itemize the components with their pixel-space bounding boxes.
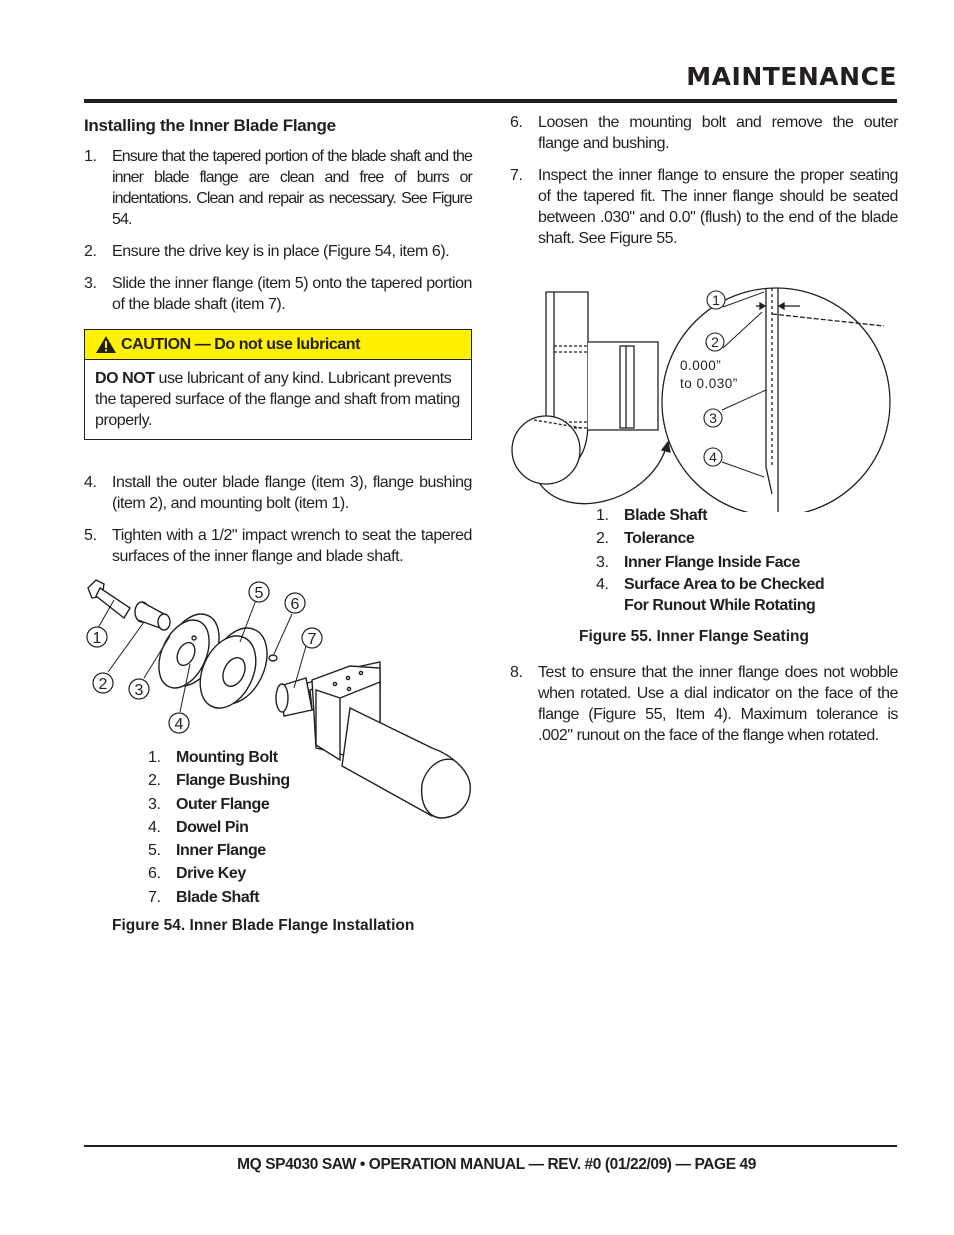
step-text: Slide the inner flange (item 5) onto the tapered portion of the blade shaft (item 7). [112, 275, 472, 313]
part-row [596, 504, 824, 527]
left-column [84, 112, 472, 578]
callout-5: 5 [254, 585, 264, 602]
footer-rule [84, 1145, 897, 1147]
step-number: 6. [510, 114, 523, 131]
part-row [596, 574, 824, 616]
step-4 [84, 472, 472, 514]
step-number: 2. [84, 243, 97, 260]
part-label: Inner Flange [176, 842, 266, 860]
page-footer: MQ SP4030 SAW • OPERATION MANUAL — REV. #0 (01/22/09) — PAGE 49 [237, 1156, 756, 1173]
step-7 [510, 165, 898, 249]
part-row [148, 816, 290, 839]
callout-2: 2 [711, 334, 719, 350]
step-1 [84, 146, 472, 230]
caution-header [85, 330, 471, 360]
caution-emphasis: DO NOT [95, 370, 155, 387]
page-title: MAINTENANCE [686, 62, 897, 91]
part-row [596, 527, 824, 550]
figure-54-parts-list [148, 746, 290, 909]
step-number: 4. [84, 474, 97, 491]
part-number: 6. [148, 865, 161, 883]
part-label: Blade Shaft [176, 888, 260, 906]
tolerance-min: 0.000” [680, 358, 722, 373]
part-label: Drive Key [176, 865, 246, 883]
step-number: 1. [84, 148, 97, 165]
step-text: Ensure the drive key is in place (Figure 54, item 6). [112, 243, 450, 260]
step-number: 5. [84, 527, 97, 544]
step-number: 8. [510, 664, 523, 681]
part-label: Dowel Pin [176, 818, 249, 836]
step-text: Ensure that the tapered portion of the blade shaft and the inner blade flange are clean and free of burrs or indentations. Clean and repair as necessary. See Figure 54. [112, 148, 472, 228]
part-number: 5. [148, 842, 161, 860]
callout-2: 2 [98, 676, 108, 693]
step-6 [510, 112, 898, 154]
step-5 [84, 525, 472, 567]
figure-55-parts-list [596, 504, 824, 616]
caution-text: use lubricant of any kind. Lubricant prevents the tapered surface of the flange and shaft from mating properly. [95, 370, 460, 429]
part-label: Flange Bushing [176, 772, 290, 790]
step-text: Install the outer blade flange (item 3), flange bushing (item 2), and mounting bolt (item 1). [112, 474, 472, 512]
step-number: 7. [510, 167, 523, 184]
right-column-lower [510, 662, 898, 757]
part-label: Blade Shaft [624, 507, 708, 524]
part-label: Mounting Bolt [176, 749, 278, 766]
part-number: 3. [596, 553, 609, 571]
part-number: 1. [596, 507, 609, 524]
part-number: 3. [148, 795, 161, 813]
part-row [148, 886, 290, 909]
step-8 [510, 662, 898, 746]
part-row [148, 769, 290, 792]
part-number: 7. [148, 888, 161, 906]
step-2 [84, 241, 472, 262]
figure-54-caption: Figure 54. Inner Blade Flange Installation [112, 917, 415, 934]
step-3 [84, 273, 472, 315]
part-number: 1. [148, 749, 161, 766]
figure-55-illustration [508, 262, 900, 512]
part-row [148, 793, 290, 816]
callout-1: 1 [92, 630, 102, 647]
section-title: Installing the Inner Blade Flange [84, 116, 336, 135]
caution-title: CAUTION — Do not use lubricant [121, 335, 360, 353]
callout-4: 4 [709, 449, 717, 465]
part-label: Inner Flange Inside Face [624, 553, 800, 571]
part-row [148, 746, 290, 769]
part-label: Outer Flange [176, 795, 270, 813]
step-text: Loosen the mounting bolt and remove the outer flange and bushing. [538, 114, 898, 152]
header-rule [84, 99, 897, 103]
tolerance-max: to 0.030” [680, 376, 738, 391]
callout-4: 4 [174, 716, 184, 733]
step-text: Test to ensure that the inner flange does not wobble when rotated. Use a dial indicator on the face of the flange (Figure 55, Item 4). Maximum tolerance is .002" runout on the face of the flange when rotated. [538, 664, 898, 744]
callout-3: 3 [134, 682, 144, 699]
step-number: 3. [84, 275, 97, 292]
caution-body [85, 360, 471, 439]
part-number: 2. [148, 772, 161, 790]
part-number: 2. [596, 530, 609, 548]
callout-6: 6 [290, 596, 300, 613]
part-label: Tolerance [624, 530, 695, 548]
callout-1: 1 [712, 292, 720, 308]
callout-7: 7 [307, 631, 317, 648]
part-label-line-1: Surface Area to be Checked [624, 575, 825, 593]
step-text: Tighten with a 1/2" impact wrench to seat the tapered surfaces of the inner flange and blade shaft. [112, 527, 472, 565]
part-number: 4. [596, 575, 609, 593]
step-text: Inspect the inner flange to ensure the proper seating of the tapered fit. The inner flange should be seated between .030" and 0.0" (flush) to the end of the blade shaft. See Figure 55. [538, 167, 898, 247]
part-row [148, 839, 290, 862]
part-row [596, 551, 824, 574]
part-row [148, 862, 290, 885]
part-number: 4. [148, 818, 161, 836]
warning-icon [95, 335, 117, 354]
callout-3: 3 [709, 410, 717, 426]
figure-55-caption: Figure 55. Inner Flange Seating [579, 628, 809, 645]
part-label [624, 574, 824, 616]
caution-box [84, 329, 472, 440]
right-column [510, 112, 898, 260]
part-label-line-2: For Runout While Rotating [624, 596, 816, 614]
